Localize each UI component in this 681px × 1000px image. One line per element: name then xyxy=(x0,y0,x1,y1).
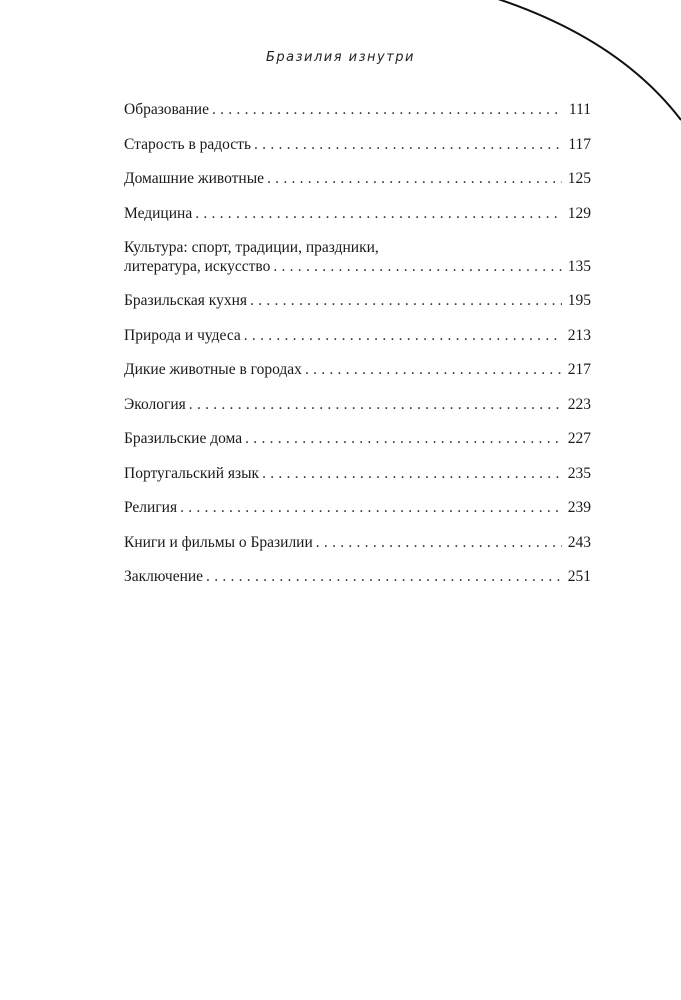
toc-entry-title: Домашние животные xyxy=(124,170,265,187)
toc-entry-page: 243 xyxy=(567,533,591,551)
dot-leader xyxy=(262,465,562,484)
toc-entry-page: 213 xyxy=(567,326,591,344)
dot-leader xyxy=(305,361,562,380)
toc-entry-title: Книги и фильмы о Бразилии xyxy=(124,533,313,551)
dot-leader xyxy=(245,430,562,449)
toc-entry[interactable] xyxy=(124,568,591,587)
toc-entry-title-line1: Культура: спорт, традиции, праздники, xyxy=(124,239,379,256)
table-of-contents xyxy=(124,101,591,603)
toc-entry[interactable] xyxy=(124,361,591,380)
dot-leader xyxy=(180,499,562,518)
toc-entry-title: Старость в радость xyxy=(124,135,252,153)
toc-entry-page: 111 xyxy=(568,101,591,118)
toc-entry-title: Португальский язык xyxy=(124,464,260,482)
toc-entry[interactable] xyxy=(124,499,591,518)
toc-entry-page: 251 xyxy=(567,568,591,585)
toc-entry-page: 235 xyxy=(567,464,591,482)
dot-leader xyxy=(189,396,562,415)
toc-entry-page: 129 xyxy=(567,204,591,222)
toc-entry[interactable] xyxy=(124,465,591,484)
toc-entry-page: 125 xyxy=(567,170,591,187)
toc-entry-page: 117 xyxy=(568,135,591,153)
toc-entry[interactable] xyxy=(124,170,591,189)
toc-entry[interactable] xyxy=(124,430,591,449)
dot-leader xyxy=(206,568,562,587)
toc-entry-title: Образование xyxy=(124,101,209,118)
toc-entry-page: 223 xyxy=(567,395,591,413)
toc-entry[interactable] xyxy=(124,534,591,553)
dot-leader xyxy=(250,292,562,311)
toc-entry-title: Природа и чудеса xyxy=(124,326,241,344)
dot-leader xyxy=(254,136,562,155)
toc-entry-title: Религия xyxy=(124,499,178,516)
toc-entry[interactable] xyxy=(124,327,591,346)
dot-leader xyxy=(267,170,562,189)
toc-entry[interactable] xyxy=(124,239,591,276)
toc-entry-title: Заключение xyxy=(124,568,204,585)
toc-entry-title: Дикие животные в городах xyxy=(124,361,302,378)
toc-entry-title: Экология xyxy=(124,395,186,413)
toc-entry[interactable] xyxy=(124,101,591,120)
dot-leader xyxy=(212,101,563,120)
toc-entry-title: Бразильская кухня xyxy=(124,292,248,309)
dot-leader xyxy=(195,205,562,224)
toc-entry-title: Бразильские дома xyxy=(124,430,243,447)
dot-leader xyxy=(244,327,562,346)
toc-entry[interactable] xyxy=(124,205,591,224)
toc-entry-page: 217 xyxy=(567,361,591,378)
toc-entry-page: 239 xyxy=(567,499,591,516)
toc-entry[interactable] xyxy=(124,136,591,155)
toc-entry-page: 195 xyxy=(567,292,591,309)
toc-entry[interactable] xyxy=(124,292,591,311)
dot-leader xyxy=(316,534,562,553)
toc-entry-page: 227 xyxy=(567,430,591,447)
running-head: Бразилия изнутри xyxy=(265,50,416,65)
toc-entry-title: Медицина xyxy=(124,204,193,222)
dot-leader xyxy=(273,258,561,277)
toc-entry-page: 135 xyxy=(567,257,591,275)
toc-entry-title: литература, искусство xyxy=(124,257,271,275)
toc-entry[interactable] xyxy=(124,396,591,415)
